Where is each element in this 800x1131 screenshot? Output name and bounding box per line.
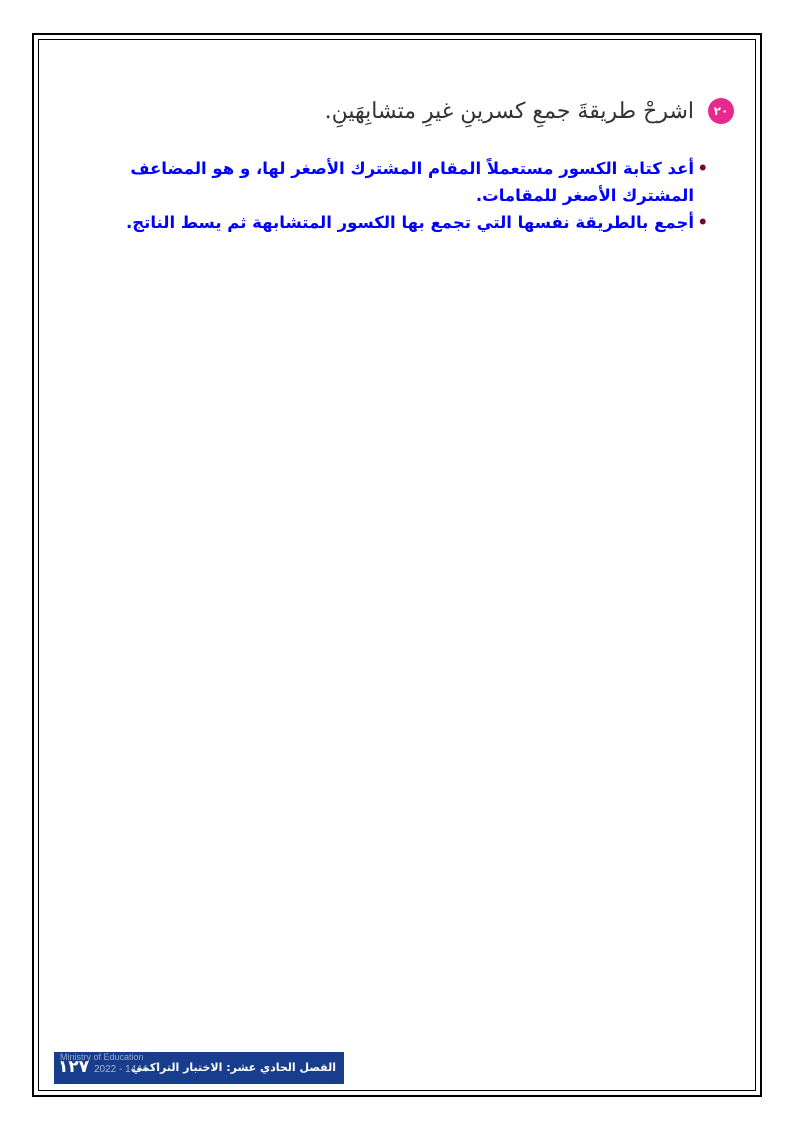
- ministry-watermark: Ministry of Education: [60, 1052, 144, 1062]
- page-number: ١٢٧: [58, 1057, 90, 1077]
- answer-list: [88, 155, 708, 236]
- answer-item: [88, 155, 708, 209]
- bullet-icon: •: [697, 159, 708, 178]
- footer-bar: [54, 1052, 344, 1084]
- answer-item: [88, 209, 708, 236]
- question-number-badge: ٢٠: [708, 98, 734, 124]
- answer-text: أجمع بالطريقة نفسها التي تجمع بها الكسور المتشابهة ثم يسط الناتج.: [126, 213, 694, 232]
- bullet-icon: •: [697, 213, 708, 232]
- chapter-title: الفصل الحادي عشر: الاختبار التراكمي: [131, 1061, 336, 1074]
- question: [74, 98, 734, 124]
- year-watermark: 2022 - 1444: [94, 1064, 148, 1075]
- answer-text: أعد كتابة الكسور مستعملاً المقام المشترك الأصغر لها، و هو المضاعف المشترك الأصغر للمقامات.: [130, 159, 694, 205]
- question-text: اشرحْ طريقةَ جمعِ كسرينِ غيرِ متشابِهَينِ.: [324, 98, 694, 124]
